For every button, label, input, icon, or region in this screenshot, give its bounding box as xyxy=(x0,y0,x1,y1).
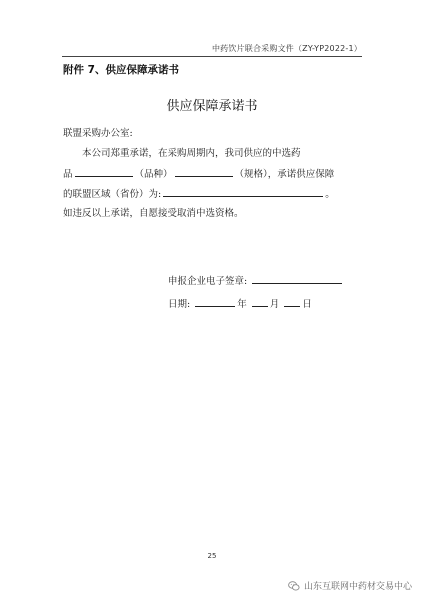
date-line xyxy=(168,296,312,310)
signature-blank[interactable] xyxy=(252,274,342,284)
day-label: 日 xyxy=(302,299,312,310)
year-label: 年 xyxy=(237,299,247,310)
text-region: 的联盟区域（省份）为: xyxy=(63,189,162,200)
signature-line xyxy=(168,273,344,287)
text-pin: 品 xyxy=(63,169,73,180)
watermark-text: 山东互联网中药材交易中心 xyxy=(303,582,412,592)
paragraph-1-line-2 xyxy=(63,167,334,181)
specification-blank[interactable] xyxy=(175,167,233,177)
region-blank[interactable] xyxy=(163,187,323,197)
wechat-icon xyxy=(288,580,300,592)
month-label: 月 xyxy=(269,299,280,310)
paragraph-2: 如违反以上承诺，自愿接受取消中选资格。 xyxy=(63,208,244,219)
addressee: 联盟采购办公室: xyxy=(63,128,133,139)
text-period: 。 xyxy=(325,189,335,200)
page-number: 25 xyxy=(207,552,217,560)
day-blank[interactable] xyxy=(284,297,300,307)
month-blank[interactable] xyxy=(252,297,268,307)
header-rule xyxy=(62,56,362,57)
date-label: 日期: xyxy=(168,299,191,310)
running-header: 中药饮片联合采购文件（ZY-YP2022-1） xyxy=(211,44,362,53)
appendix-title: 附件 7、供应保障承诺书 xyxy=(63,64,179,76)
document-title: 供应保障承诺书 xyxy=(166,99,258,114)
text-variety: （品种） xyxy=(134,169,173,180)
year-blank[interactable] xyxy=(195,297,235,307)
paragraph-1-line-1: 本公司郑重承诺，在采购周期内，我司供应的中选药 xyxy=(82,148,301,159)
text-spec-commit: （规格），承诺供应保障 xyxy=(234,169,335,180)
signer-label: 申报企业电子签章: xyxy=(168,276,248,287)
watermark xyxy=(288,579,412,592)
product-name-blank[interactable] xyxy=(75,167,133,177)
paragraph-1-line-3 xyxy=(63,187,335,201)
